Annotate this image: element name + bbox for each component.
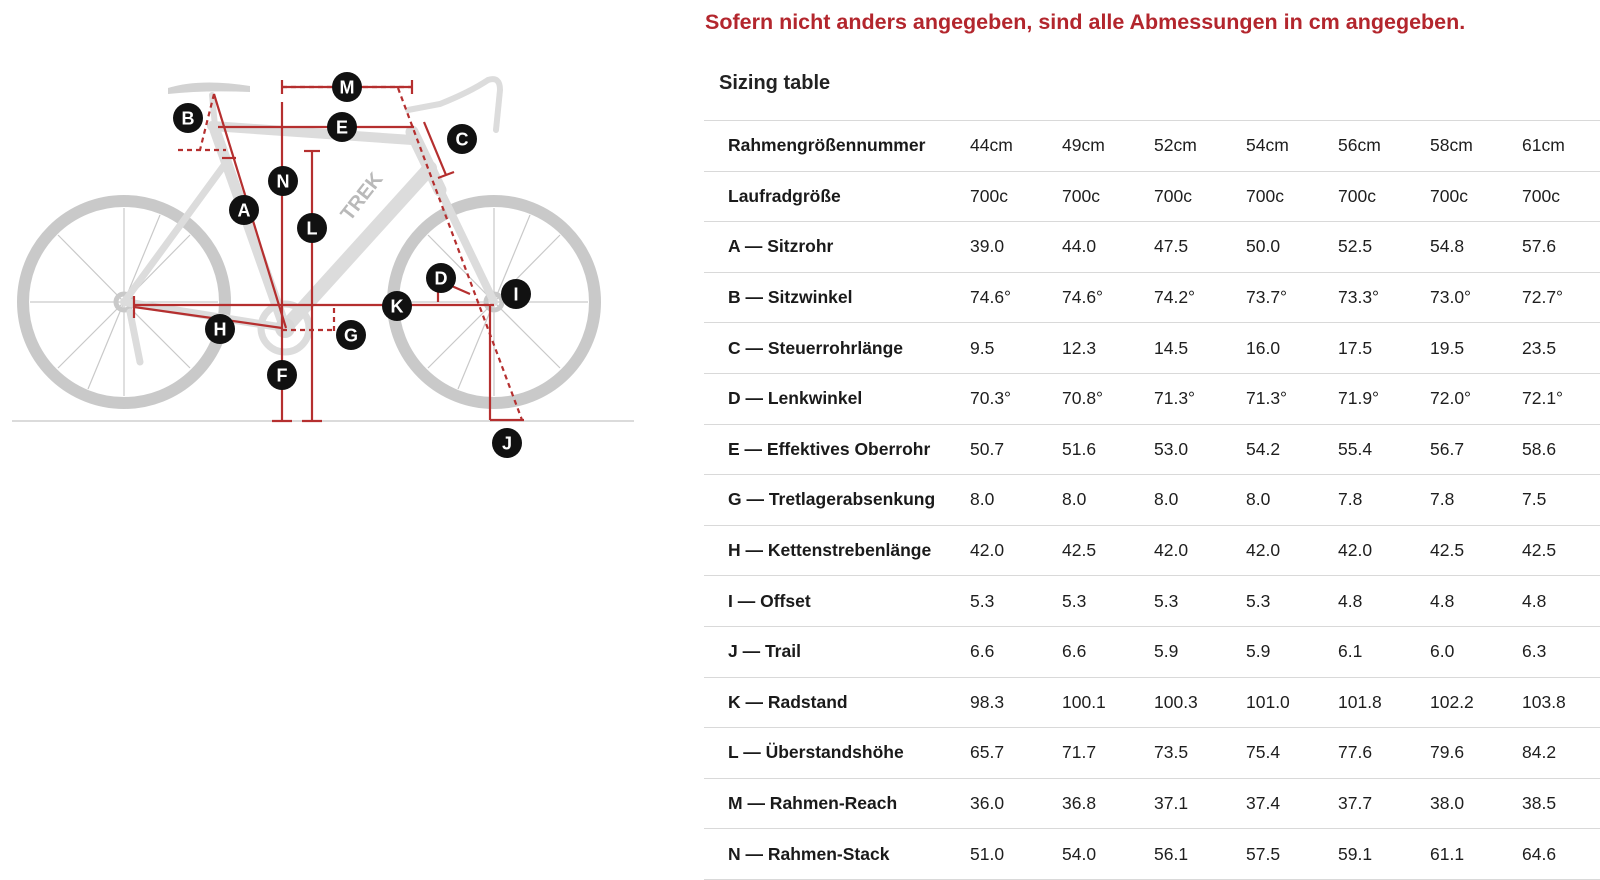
- table-cell: 74.6°: [1062, 272, 1154, 323]
- marker-d-label: D: [434, 268, 448, 289]
- marker-i-label: I: [513, 284, 519, 305]
- table-cell: 51.6: [1062, 424, 1154, 475]
- marker-c-label: C: [455, 129, 469, 150]
- table-cell: 58.6: [1522, 424, 1600, 475]
- row-label: M — Rahmen-Reach: [704, 778, 970, 829]
- bike-geometry-diagram: [0, 50, 640, 480]
- table-cell: 71.3°: [1246, 373, 1338, 424]
- table-cell: 47.5: [1154, 222, 1246, 273]
- brand-text: TREK: [336, 168, 388, 226]
- table-cell: 8.0: [970, 475, 1062, 526]
- table-cell: 8.0: [1246, 475, 1338, 526]
- table-cell: 16.0: [1246, 323, 1338, 374]
- table-cell: 74.2°: [1154, 272, 1246, 323]
- table-row: [704, 778, 1600, 829]
- table-cell: 70.3°: [970, 373, 1062, 424]
- table-cell: 49cm: [1062, 121, 1154, 172]
- marker-h-label: H: [213, 319, 227, 340]
- table-cell: 102.2: [1430, 677, 1522, 728]
- marker-m-label: M: [339, 77, 355, 98]
- marker-e-label: E: [335, 117, 349, 138]
- row-label: H — Kettenstrebenlänge: [704, 525, 970, 576]
- table-cell: 5.3: [1246, 576, 1338, 627]
- table-cell: 79.6: [1430, 728, 1522, 779]
- table-cell: 75.4: [1246, 728, 1338, 779]
- marker-g-label: G: [343, 325, 359, 346]
- table-cell: 44.0: [1062, 222, 1154, 273]
- table-cell: 6.1: [1338, 626, 1430, 677]
- marker-i: [501, 279, 531, 309]
- table-cell: 72.1°: [1522, 373, 1600, 424]
- table-cell: 72.7°: [1522, 272, 1600, 323]
- table-cell: 73.5: [1154, 728, 1246, 779]
- table-cell: 101.8: [1338, 677, 1430, 728]
- row-label: B — Sitzwinkel: [704, 272, 970, 323]
- table-cell: 36.8: [1062, 778, 1154, 829]
- table-cell: 50.7: [970, 424, 1062, 475]
- row-label: C — Steuerrohrlänge: [704, 323, 970, 374]
- table-cell: 42.5: [1522, 525, 1600, 576]
- table-cell: 7.5: [1522, 475, 1600, 526]
- table-cell: 54.0: [1062, 829, 1154, 880]
- table-cell: 37.7: [1338, 778, 1430, 829]
- table-cell: 52cm: [1154, 121, 1246, 172]
- table-cell: 6.0: [1430, 626, 1522, 677]
- table-cell: 7.8: [1338, 475, 1430, 526]
- table-cell: 8.0: [1154, 475, 1246, 526]
- table-cell: 5.3: [1062, 576, 1154, 627]
- row-label: D — Lenkwinkel: [704, 373, 970, 424]
- table-cell: 73.3°: [1338, 272, 1430, 323]
- table-cell: 71.7: [1062, 728, 1154, 779]
- table-cell: 37.4: [1246, 778, 1338, 829]
- marker-f-label: F: [276, 365, 288, 386]
- table-cell: 700c: [1246, 171, 1338, 222]
- table-cell: 39.0: [970, 222, 1062, 273]
- table-cell: 14.5: [1154, 323, 1246, 374]
- table-cell: 71.9°: [1338, 373, 1430, 424]
- table-cell: 42.5: [1430, 525, 1522, 576]
- table-cell: 9.5: [970, 323, 1062, 374]
- marker-e: [327, 112, 357, 142]
- table-cell: 73.7°: [1246, 272, 1338, 323]
- marker-j: [492, 428, 522, 458]
- table-cell: 84.2: [1522, 728, 1600, 779]
- table-cell: 700c: [970, 171, 1062, 222]
- table-cell: 58cm: [1430, 121, 1522, 172]
- row-label: A — Sitzrohr: [704, 222, 970, 273]
- table-row: [704, 576, 1600, 627]
- marker-k-label: K: [390, 296, 404, 317]
- sizing-table-body: [704, 121, 1600, 880]
- marker-j-label: J: [501, 433, 513, 454]
- table-cell: 38.5: [1522, 778, 1600, 829]
- row-label: G — Tretlagerabsenkung: [704, 475, 970, 526]
- table-cell: 5.9: [1246, 626, 1338, 677]
- table-cell: 700c: [1522, 171, 1600, 222]
- table-cell: 700c: [1154, 171, 1246, 222]
- table-cell: 42.0: [1154, 525, 1246, 576]
- table-cell: 42.5: [1062, 525, 1154, 576]
- table-cell: 23.5: [1522, 323, 1600, 374]
- table-cell: 103.8: [1522, 677, 1600, 728]
- table-cell: 100.1: [1062, 677, 1154, 728]
- row-label: K — Radstand: [704, 677, 970, 728]
- marker-n: [268, 166, 298, 196]
- table-cell: 700c: [1430, 171, 1522, 222]
- table-cell: 57.5: [1246, 829, 1338, 880]
- row-label: N — Rahmen-Stack: [704, 829, 970, 880]
- table-cell: 42.0: [1246, 525, 1338, 576]
- table-cell: 101.0: [1246, 677, 1338, 728]
- table-row: [704, 323, 1600, 374]
- table-cell: 4.8: [1430, 576, 1522, 627]
- marker-b-label: B: [181, 108, 195, 129]
- marker-f: [267, 360, 297, 390]
- marker-a: [229, 195, 259, 225]
- table-cell: 56cm: [1338, 121, 1430, 172]
- table-cell: 54cm: [1246, 121, 1338, 172]
- table-cell: 7.8: [1430, 475, 1522, 526]
- table-cell: 42.0: [970, 525, 1062, 576]
- table-cell: 17.5: [1338, 323, 1430, 374]
- table-row: [704, 626, 1600, 677]
- table-cell: 72.0°: [1430, 373, 1522, 424]
- table-row: [704, 121, 1600, 172]
- table-row: [704, 829, 1600, 880]
- table-cell: 55.4: [1338, 424, 1430, 475]
- table-cell: 98.3: [970, 677, 1062, 728]
- table-cell: 74.6°: [970, 272, 1062, 323]
- table-cell: 54.2: [1246, 424, 1338, 475]
- marker-a-label: A: [237, 200, 251, 221]
- table-row: [704, 272, 1600, 323]
- table-cell: 5.3: [970, 576, 1062, 627]
- table-cell: 77.6: [1338, 728, 1430, 779]
- table-cell: 4.8: [1338, 576, 1430, 627]
- table-cell: 54.8: [1430, 222, 1522, 273]
- marker-m: [332, 72, 362, 102]
- table-cell: 44cm: [970, 121, 1062, 172]
- table-cell: 700c: [1338, 171, 1430, 222]
- table-cell: 71.3°: [1154, 373, 1246, 424]
- table-cell: 6.6: [970, 626, 1062, 677]
- table-row: [704, 424, 1600, 475]
- marker-l: [297, 213, 327, 243]
- table-cell: 100.3: [1154, 677, 1246, 728]
- table-cell: 50.0: [1246, 222, 1338, 273]
- marker-c: [447, 124, 477, 154]
- units-notice: Sofern nicht anders angegeben, sind alle Abmessungen in cm angegeben.: [705, 10, 1466, 34]
- table-cell: 64.6: [1522, 829, 1600, 880]
- table-cell: 53.0: [1154, 424, 1246, 475]
- table-row: [704, 475, 1600, 526]
- table-cell: 6.3: [1522, 626, 1600, 677]
- table-cell: 56.1: [1154, 829, 1246, 880]
- marker-b: [173, 103, 203, 133]
- table-cell: 59.1: [1338, 829, 1430, 880]
- table-cell: 4.8: [1522, 576, 1600, 627]
- table-cell: 56.7: [1430, 424, 1522, 475]
- table-cell: 73.0°: [1430, 272, 1522, 323]
- marker-n-label: N: [276, 171, 290, 192]
- table-cell: 8.0: [1062, 475, 1154, 526]
- table-cell: 5.3: [1154, 576, 1246, 627]
- table-row: [704, 171, 1600, 222]
- table-cell: 5.9: [1154, 626, 1246, 677]
- row-label: E — Effektives Oberrohr: [704, 424, 970, 475]
- table-cell: 57.6: [1522, 222, 1600, 273]
- table-cell: 37.1: [1154, 778, 1246, 829]
- row-label: Rahmengrößennummer: [704, 121, 970, 172]
- table-row: [704, 728, 1600, 779]
- marker-k: [382, 291, 412, 321]
- table-cell: 42.0: [1338, 525, 1430, 576]
- row-label: I — Offset: [704, 576, 970, 627]
- marker-g: [336, 320, 366, 350]
- table-cell: 61.1: [1430, 829, 1522, 880]
- table-cell: 61cm: [1522, 121, 1600, 172]
- bike-geometry-svg: [0, 50, 640, 480]
- marker-h: [205, 314, 235, 344]
- row-label: Laufradgröße: [704, 171, 970, 222]
- sizing-table: [704, 120, 1600, 880]
- table-cell: 65.7: [970, 728, 1062, 779]
- table-row: [704, 525, 1600, 576]
- table-row: [704, 677, 1600, 728]
- table-cell: 36.0: [970, 778, 1062, 829]
- table-cell: 19.5: [1430, 323, 1522, 374]
- row-label: J — Trail: [704, 626, 970, 677]
- sizing-table-title: Sizing table: [719, 72, 831, 94]
- marker-l-label: L: [306, 218, 318, 239]
- table-cell: 52.5: [1338, 222, 1430, 273]
- table-cell: 6.6: [1062, 626, 1154, 677]
- marker-d: [426, 263, 456, 293]
- row-label: L — Überstandshöhe: [704, 728, 970, 779]
- table-cell: 12.3: [1062, 323, 1154, 374]
- table-cell: 70.8°: [1062, 373, 1154, 424]
- table-row: [704, 222, 1600, 273]
- table-cell: 700c: [1062, 171, 1154, 222]
- table-row: [704, 373, 1600, 424]
- table-cell: 51.0: [970, 829, 1062, 880]
- table-cell: 38.0: [1430, 778, 1522, 829]
